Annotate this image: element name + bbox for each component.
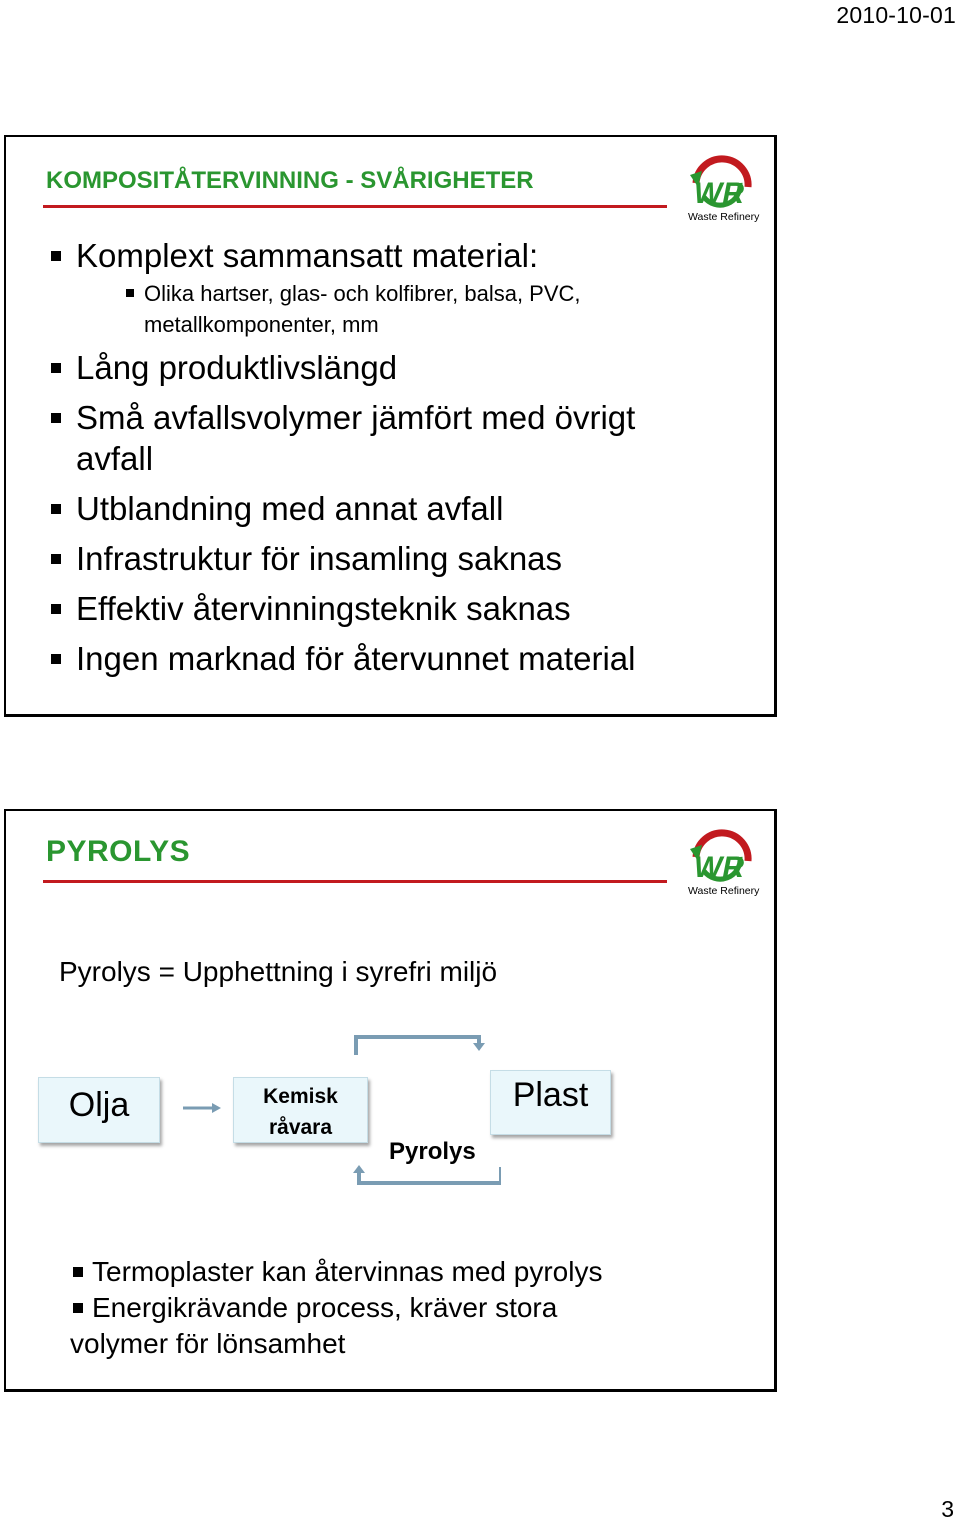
page-number: 3 <box>941 1496 954 1522</box>
waste-refinery-logo <box>682 147 762 225</box>
bullet-square-icon <box>51 363 61 373</box>
logo-letters: WR <box>694 177 744 210</box>
box-olja <box>38 1077 160 1143</box>
box-ravara-label: råvara <box>268 1116 333 1139</box>
box-olja-label: Olja <box>68 1086 130 1124</box>
list-item: Lång produktlivslängd <box>48 347 748 388</box>
slide-title: KOMPOSITÅTERVINNING - SVÅRIGHETER <box>46 167 534 194</box>
slide-title: PYROLYS <box>46 835 191 868</box>
bullet-list <box>48 235 748 688</box>
logo-caption: Waste Refinery <box>688 211 760 223</box>
list-item: Små avfallsvolymer jämfört med övrigt avfall <box>48 397 676 479</box>
list-item-continuation: volymer för lönsamhet <box>70 1328 346 1359</box>
list-item: Ingen marknad för återvunnet material <box>48 638 748 679</box>
box-plast <box>490 1070 611 1135</box>
bullet-square-icon <box>51 413 61 423</box>
list-item: Effektiv återvinningsteknik saknas <box>48 588 748 629</box>
page-date: 2010-10-01 <box>836 2 956 28</box>
bullet-square-icon <box>51 654 61 664</box>
box-kemisk-label: Kemisk <box>263 1085 338 1108</box>
bullet-list <box>70 1254 760 1362</box>
pyrolys-definition: Pyrolys = Upphettning i syrefri miljö <box>59 956 498 987</box>
bullet-square-icon <box>51 504 61 514</box>
list-item: Olika hartser, glas- och kolfibrer, balsa, PVC, metallkomponenter, mm <box>48 278 664 340</box>
list-item: Utblandning med annat avfall <box>48 488 748 529</box>
bullet-square-icon <box>73 1267 83 1277</box>
waste-refinery-logo <box>682 821 762 899</box>
list-item: Energikrävande process, kräver stora <box>70 1290 760 1326</box>
slide-pyrolys <box>4 809 777 1392</box>
list-item: Komplext sammansatt material: <box>48 235 748 276</box>
bullet-square-icon <box>51 251 61 261</box>
bullet-square-icon <box>51 554 61 564</box>
logo-letters: WR <box>694 851 744 884</box>
slide-kompositatervinning <box>4 135 777 717</box>
box-plast-label: Plast <box>512 1076 589 1114</box>
title-rule <box>43 205 667 208</box>
bullet-square-icon <box>126 289 134 297</box>
bullet-square-icon <box>51 604 61 614</box>
arrow-right-icon <box>182 1101 222 1115</box>
bullet-square-icon <box>73 1303 83 1313</box>
title-rule <box>43 880 667 883</box>
list-item: Termoplaster kan återvinnas med pyrolys <box>70 1254 760 1290</box>
pyrolys-label: Pyrolys <box>389 1138 476 1165</box>
logo-caption: Waste Refinery <box>688 885 760 897</box>
list-item: Infrastruktur för insamling saknas <box>48 538 748 579</box>
box-kemisk-ravara <box>233 1077 368 1143</box>
